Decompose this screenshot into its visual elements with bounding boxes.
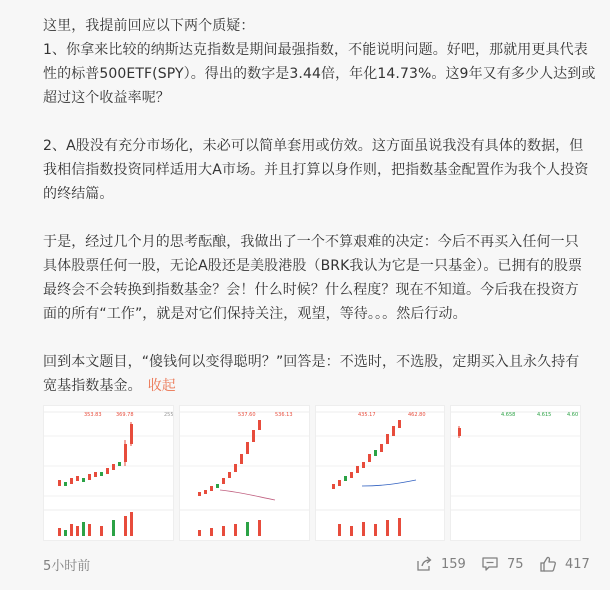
- share-count: 159: [441, 556, 466, 572]
- price-label: 4.615: [537, 412, 552, 418]
- text-line: 的终结篇。: [43, 186, 114, 202]
- candlestick-chart-image: [180, 406, 310, 541]
- text-line: [43, 374, 591, 398]
- price-label: 435.17: [357, 412, 375, 418]
- candlestick-chart-image: [451, 406, 581, 541]
- text-line: 我相信指数投资同样适用大A市场。并且打算以身作则，把指数基金配置作为我个人投资: [43, 162, 589, 178]
- price-label: 462.80: [407, 412, 425, 418]
- text-line: 回到本文题目，“傻钱何以变得聪明？”回答是：不选时，不选股，定期买入且永久持有: [43, 354, 580, 370]
- paragraph-decision: [43, 230, 591, 326]
- paragraph-point-1: [43, 38, 596, 110]
- chart-thumbnail-3[interactable]: [315, 405, 446, 541]
- text-line: 这里，我提前回应以下两个质疑：: [43, 18, 255, 34]
- text-line: 于是，经过几个月的思考酝酿，我做出了一个不算艰难的决定：今后不再买入任何一只: [43, 234, 579, 250]
- chart-thumbnail-1[interactable]: [43, 405, 174, 541]
- chart-thumbnail-2[interactable]: [179, 405, 310, 541]
- price-label: 4.658: [501, 412, 516, 418]
- candlestick-chart-image: [316, 406, 446, 541]
- share-button[interactable]: [415, 552, 466, 576]
- candlestick-chart-image: [44, 406, 174, 541]
- text-line: 2、A股没有充分市场化，未必可以简单套用或仿效。这方面虽说我没有具体的数据，但: [43, 138, 584, 154]
- price-label: 536.13: [274, 412, 293, 418]
- comment-button[interactable]: [481, 552, 524, 576]
- text-line: 最终会不会转换到指数基金？会！什么时候？什么程度？现在不知道。今后我在投资方: [43, 282, 579, 298]
- paragraph-conclusion: [43, 350, 591, 398]
- price-label: 369.78: [116, 412, 134, 418]
- price-label: 255: [164, 412, 174, 418]
- paragraph-intro: [43, 14, 591, 38]
- post-footer: [43, 552, 593, 576]
- post-time: 5小时前: [43, 559, 91, 574]
- like-button[interactable]: [539, 552, 590, 576]
- share-icon: [415, 555, 433, 573]
- text-line: 性的标普500ETF(SPY）。得出的数字是3.44倍，年化14.73%。这9年又有多少人达到或: [43, 66, 596, 82]
- text-line: 面的所有“工作”，就是对它们保持关注，观望，等待。。。然后行动。: [43, 306, 467, 322]
- image-gallery: [43, 405, 581, 541]
- text-line: 1、你拿来比较的纳斯达克指数是期间最强指数，不能说明问题。好吧，那就用更具代表: [43, 42, 588, 58]
- price-label: 4.60: [567, 412, 579, 418]
- price-label: 353.83: [84, 412, 102, 418]
- comment-icon: [481, 555, 499, 573]
- paragraph-point-2: [43, 134, 591, 206]
- thumbs-up-icon: [539, 555, 557, 573]
- like-count: 417: [565, 556, 590, 572]
- post-content: [43, 14, 596, 398]
- price-label: 537.60: [237, 412, 256, 418]
- text-line: 超过这个收益率呢？: [43, 90, 170, 106]
- chart-thumbnail-4[interactable]: [450, 405, 581, 541]
- text-line-end: 宽基指数基金。: [43, 378, 142, 394]
- text-line: 具体股票任何一股，无论A股还是美股港股（BRK我认为它是一只基金）。已拥有的股票: [43, 258, 583, 274]
- collapse-link[interactable]: 收起: [147, 378, 176, 394]
- comment-count: 75: [507, 556, 524, 572]
